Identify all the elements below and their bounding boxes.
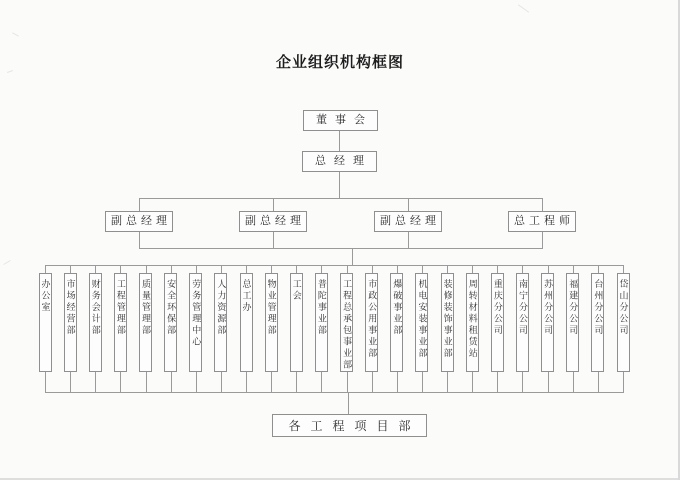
department-box xyxy=(114,273,127,372)
department-box xyxy=(541,273,554,372)
connector xyxy=(70,372,71,393)
connector xyxy=(171,372,172,393)
org-box-deputy-gm-1: 副总经理 xyxy=(105,211,173,232)
connector xyxy=(273,232,274,249)
department-label: 台州分公司 xyxy=(593,279,604,337)
department-box xyxy=(89,273,102,372)
department-label: 机电安装事业部 xyxy=(417,279,428,360)
department-label: 福建分公司 xyxy=(568,279,579,337)
connector xyxy=(139,198,543,199)
department-box xyxy=(566,273,579,372)
department-box xyxy=(64,273,77,372)
connector xyxy=(397,372,398,393)
connector xyxy=(598,372,599,393)
connector xyxy=(542,232,543,249)
department-label: 普陀事业部 xyxy=(316,279,327,337)
department-box xyxy=(39,273,52,372)
department-box xyxy=(365,273,378,372)
org-box-board: 董事会 xyxy=(303,110,378,131)
connector xyxy=(372,372,373,393)
connector xyxy=(422,372,423,393)
connector xyxy=(339,172,340,199)
connector xyxy=(139,198,140,211)
connector xyxy=(348,392,349,415)
department-label: 苏州分公司 xyxy=(543,279,554,337)
department-box xyxy=(290,273,303,372)
department-box xyxy=(189,273,202,372)
department-label: 市场经营部 xyxy=(65,279,76,337)
department-label: 周转材料租赁站 xyxy=(467,279,478,360)
department-box xyxy=(340,273,353,372)
connector xyxy=(497,372,498,393)
connector xyxy=(472,372,473,393)
department-label: 工会 xyxy=(291,279,302,302)
department-label: 劳务管理中心 xyxy=(191,279,202,348)
department-box xyxy=(265,273,278,372)
department-label: 爆破事业部 xyxy=(392,279,403,337)
connector xyxy=(408,232,409,249)
department-box xyxy=(516,273,529,372)
connector xyxy=(347,372,348,393)
department-label: 总工办 xyxy=(241,279,252,314)
connector xyxy=(296,372,297,393)
department-box xyxy=(139,273,152,372)
scan-artifact xyxy=(12,32,19,36)
department-label: 工程总承包事业部 xyxy=(342,279,353,371)
department-label: 质量管理部 xyxy=(141,279,152,337)
department-label: 人力资源部 xyxy=(216,279,227,337)
org-box-general-manager: 总经理 xyxy=(302,151,377,172)
connector xyxy=(120,372,121,393)
connector xyxy=(548,372,549,393)
connector xyxy=(573,372,574,393)
department-box xyxy=(214,273,227,372)
org-box-chief-engineer: 总工程师 xyxy=(508,211,576,232)
department-box xyxy=(164,273,177,372)
department-label: 岱山分公司 xyxy=(618,279,629,337)
department-box xyxy=(617,273,630,372)
connector xyxy=(522,372,523,393)
department-box xyxy=(466,273,479,372)
connector xyxy=(542,198,543,211)
connector xyxy=(146,372,147,393)
connector xyxy=(196,372,197,393)
connector xyxy=(45,265,624,266)
connector xyxy=(139,232,140,249)
connector xyxy=(273,198,274,211)
department-box xyxy=(441,273,454,372)
department-box xyxy=(491,273,504,372)
connector xyxy=(408,198,409,211)
department-box xyxy=(315,273,328,372)
department-box xyxy=(390,273,403,372)
department-label: 南宁分公司 xyxy=(517,279,528,337)
department-label: 市政公用事业部 xyxy=(367,279,378,360)
scan-artifact xyxy=(518,4,529,12)
department-label: 安全环保部 xyxy=(166,279,177,337)
department-label: 工程管理部 xyxy=(115,279,126,337)
department-label: 财务会计部 xyxy=(90,279,101,337)
department-label: 办公室 xyxy=(40,279,51,314)
connector xyxy=(339,131,340,151)
department-label: 装修装饰事业部 xyxy=(442,279,453,360)
connector xyxy=(271,372,272,393)
connector xyxy=(447,372,448,393)
connector xyxy=(246,372,247,393)
scan-artifact xyxy=(3,260,10,265)
org-box-deputy-gm-2: 副总经理 xyxy=(239,211,307,232)
connector xyxy=(95,372,96,393)
department-box xyxy=(415,273,428,372)
org-box-project-departments: 各工程项目部 xyxy=(272,414,427,437)
connector xyxy=(45,372,46,393)
connector xyxy=(352,248,353,266)
connector xyxy=(221,372,222,393)
page-title: 企业组织机构框图 xyxy=(275,55,404,71)
connector xyxy=(45,392,624,393)
org-box-deputy-gm-3: 副总经理 xyxy=(374,211,442,232)
department-box xyxy=(240,273,253,372)
connector xyxy=(139,248,543,249)
department-label: 重庆分公司 xyxy=(492,279,503,337)
department-label: 物业管理部 xyxy=(266,279,277,337)
department-box xyxy=(591,273,604,372)
connector xyxy=(623,372,624,393)
connector xyxy=(321,372,322,393)
